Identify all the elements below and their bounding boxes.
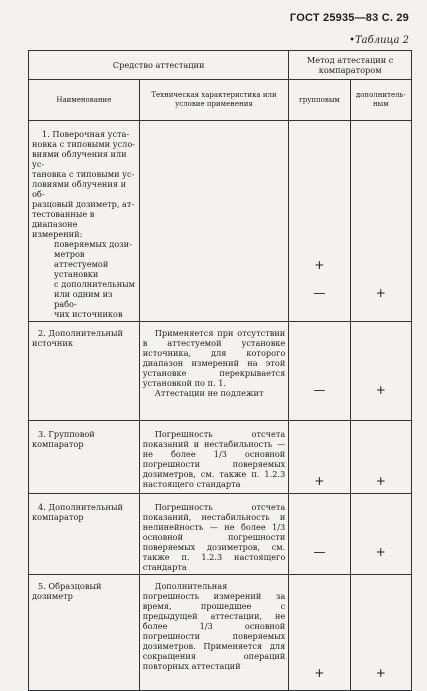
row1-extra bbox=[350, 121, 411, 322]
table-label: •Таблица 2 bbox=[349, 35, 409, 46]
row3-extra bbox=[350, 421, 411, 494]
mark-dash: — bbox=[313, 383, 326, 397]
mark-plus: + bbox=[314, 474, 325, 488]
row2-desc: Применяется при отсутствии в аттестуемой установке источника, для которого диапазон измерений на этой установке перекрывается установкой по п. 1. Аттестации не подлежит bbox=[139, 322, 289, 421]
table-row bbox=[29, 575, 412, 691]
table-row bbox=[29, 121, 412, 322]
row4-extra bbox=[350, 494, 411, 575]
row3-group bbox=[289, 421, 350, 494]
row5-desc: Дополнительная погрешность измерений за время, прошедшее с предыдущей аттестации, не более 1/3 основной погрешности поверяемых дозиметров. Применяется для сокращения операций повторных аттестаций bbox=[139, 575, 289, 691]
mark-plus: + bbox=[314, 258, 325, 272]
mark-plus: + bbox=[375, 474, 386, 488]
header-char: Техническая характеристика или условие применения bbox=[139, 80, 289, 121]
header-extra: дополнитель-ным bbox=[350, 80, 411, 121]
row4-group bbox=[289, 494, 350, 575]
mark-plus: + bbox=[375, 666, 386, 680]
attestation-table bbox=[28, 50, 412, 691]
table-row bbox=[29, 322, 412, 421]
row3-name: 3. Групповой компаратор bbox=[29, 421, 140, 494]
mark-dash: — bbox=[313, 286, 326, 300]
row5-name: 5. Образцовый дозиметр bbox=[29, 575, 140, 691]
mark-plus: + bbox=[314, 666, 325, 680]
table-row bbox=[29, 421, 412, 494]
mark-plus: + bbox=[375, 383, 386, 397]
mark-plus: + bbox=[375, 286, 386, 300]
row2-group bbox=[289, 322, 350, 421]
row4-desc: Погрешность отсчета показаний, нестабильность и нелинейность — не более 1/3 основной погрешности поверяемых дозиметров, см. также п. 1.2.3 настоящего стандарта bbox=[139, 494, 289, 575]
mark-dash: — bbox=[313, 545, 326, 559]
row4-name: 4. Дополнительный компаратор bbox=[29, 494, 140, 575]
row1-name: 1. Поверочная уста- новка с типовыми усло- виями облучения или ус- тановка с типовыми ус- ловиями облучения и об- разцовый дозиметр, ат- тестованные в диапазоне измерений: поверяемых дози- метров аттестуемой установки с дополнительным или одним из рабо- чих источников bbox=[29, 121, 140, 322]
row5-group bbox=[289, 575, 350, 691]
row1-group bbox=[289, 121, 350, 322]
row2-name: 2. Дополнительный источник bbox=[29, 322, 140, 421]
row5-extra bbox=[350, 575, 411, 691]
row2-extra bbox=[350, 322, 411, 421]
row3-desc: Погрешность отсчета показаний и нестабильность — не более 1/3 основной погрешности поверяемых дозиметров, см. также п. 1.2.3 настоящего стандарта bbox=[139, 421, 289, 494]
header-group: групповым bbox=[289, 80, 350, 121]
table-row bbox=[29, 494, 412, 575]
row1-desc bbox=[139, 121, 289, 322]
header-sredstvo: Средство аттестации bbox=[29, 51, 289, 80]
page-header: ГОСТ 25935—83 С. 29 bbox=[289, 12, 409, 24]
header-name: Наименование bbox=[29, 80, 140, 121]
header-metod: Метод аттестации с компаратором bbox=[289, 51, 412, 80]
mark-plus: + bbox=[375, 545, 386, 559]
